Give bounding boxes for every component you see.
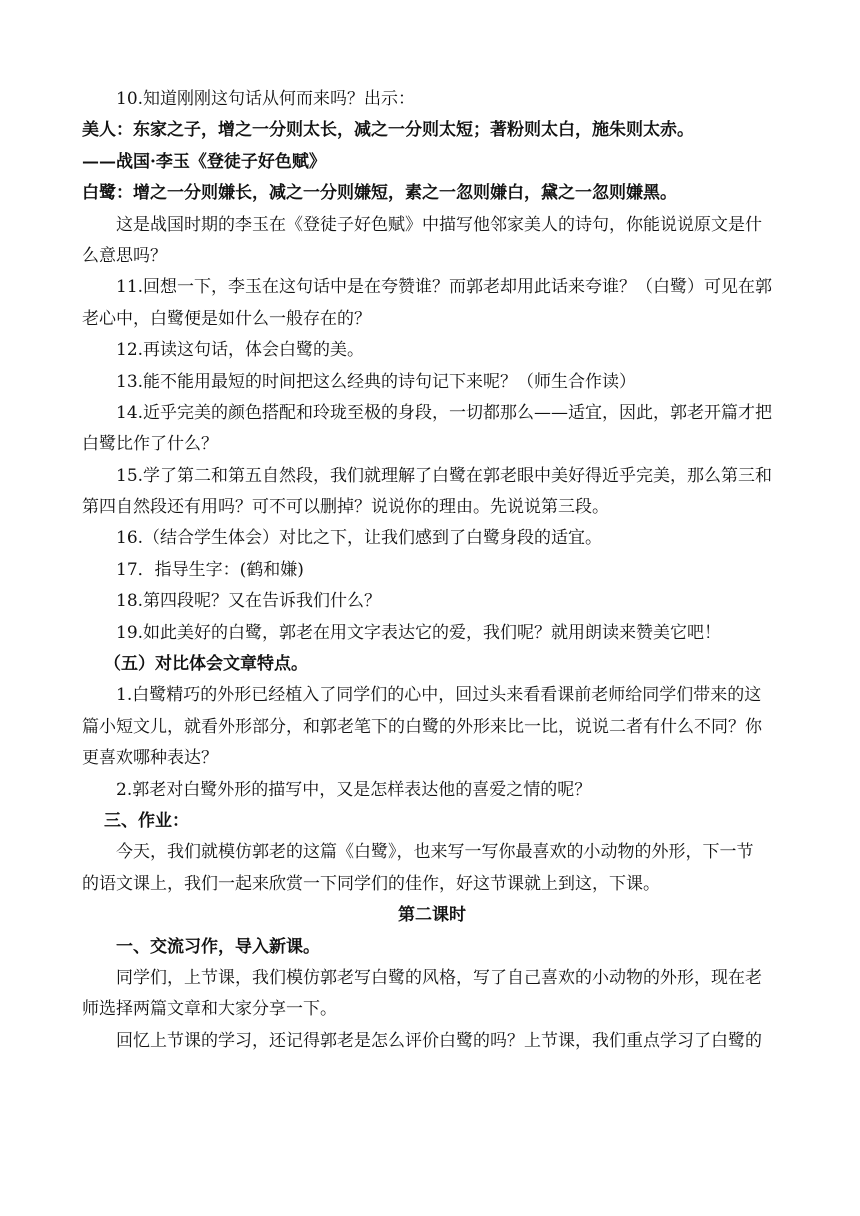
- paragraph-line: 篇小短文儿，就看外形部分，和郭老笔下的白鹭的外形来比一比，说说二者有什么不同？你: [82, 716, 762, 737]
- paragraph-line: 今天，我们就模仿郭老的这篇《白鹭》，也来写一写你最喜欢的小动物的外形，下一节: [116, 842, 754, 863]
- paragraph-line: 更喜欢哪种表达？: [82, 748, 218, 769]
- section-heading: 一、交流习作，导入新课。: [116, 936, 320, 957]
- paragraph-line: 18.第四段呢？又在告诉我们什么？: [116, 591, 382, 612]
- homework-heading: 三、作业：: [104, 810, 189, 831]
- quote-beauty-line: 美人：东家之子，增之一分则太长，减之一分则太短；著粉则太白，施朱则太赤。: [82, 120, 694, 141]
- paragraph-line: 19.如此美好的白鹭，郭老在用文字表达它的爱，我们呢？就用朗读来赞美它吧！: [116, 622, 722, 643]
- paragraph-line: 白鹭比作了什么？: [82, 434, 218, 455]
- paragraph-line: 15.学了第二和第五自然段，我们就理解了白鹭在郭老眼中美好得近乎完美，那么第三和: [116, 465, 773, 486]
- paragraph-line: 16.（结合学生体会）对比之下，让我们感到了白鹭身段的适宜。: [116, 528, 603, 549]
- paragraph-line: 12.再读这句话，体会白鹭的美。: [116, 340, 365, 361]
- document-page: [82, 84, 782, 1057]
- paragraph-line: 1.白鹭精巧的外形已经植入了同学们的心中，回过头来看看课前老师给同学们带来的这: [116, 685, 762, 706]
- paragraph-line: 2.郭老对白鹭外形的描写中，又是怎样表达他的喜爱之情的呢？: [116, 779, 592, 800]
- paragraph-line: 这是战国时期的李玉在《登徒子好色赋》中描写他邻家美人的诗句，你能说说原文是什: [116, 214, 762, 235]
- paragraph-line: 老心中，白鹭便是如什么一般存在的？: [82, 308, 371, 329]
- paragraph-line: 10.知道刚刚这句话从何而来吗？出示：: [116, 89, 416, 109]
- lesson-title: 第二课时: [398, 905, 466, 926]
- paragraph-line: 14.近乎完美的颜色搭配和玲珑至极的身段，一切都那么——适宜，因此，郭老开篇才把: [116, 402, 773, 423]
- paragraph-line: 13.能不能用最短的时间把这么经典的诗句记下来呢？（师生合作读）: [116, 371, 637, 392]
- paragraph-line: 的语文课上，我们一起来欣赏一下同学们的佳作，好这节课就上到这，下课。: [82, 873, 660, 894]
- paragraph-line: 回忆上节课的学习，还记得郭老是怎么评价白鹭的吗？上节课，我们重点学习了白鹭的: [116, 1030, 762, 1051]
- quote-source-line: ——战国·李玉《登徒子好色赋》: [82, 151, 326, 172]
- paragraph-line: 17．指导生字：(鹤和嫌): [116, 559, 304, 580]
- quote-egret-line: 白鹭：增之一分则嫌长，减之一分则嫌短，素之一忽则嫌白，黛之一忽则嫌黑。: [82, 183, 677, 204]
- paragraph-line: 第四自然段还有用吗？可不可以删掉？说说你的理由。先说说第三段。: [82, 497, 609, 518]
- paragraph-line: 11.回想一下，李玉在这句话中是在夸赞谁？而郭老却用此话来夸谁？（白鹭）可见在郭: [116, 277, 773, 298]
- paragraph-line: 师选择两篇文章和大家分享一下。: [82, 999, 337, 1020]
- paragraph-line: 同学们，上节课，我们模仿郭老写白鹭的风格，写了自己喜欢的小动物的外形，现在老: [116, 967, 762, 988]
- paragraph-line: 么意思吗？: [82, 245, 167, 266]
- section-heading: （五）对比体会文章特点。: [104, 654, 308, 675]
